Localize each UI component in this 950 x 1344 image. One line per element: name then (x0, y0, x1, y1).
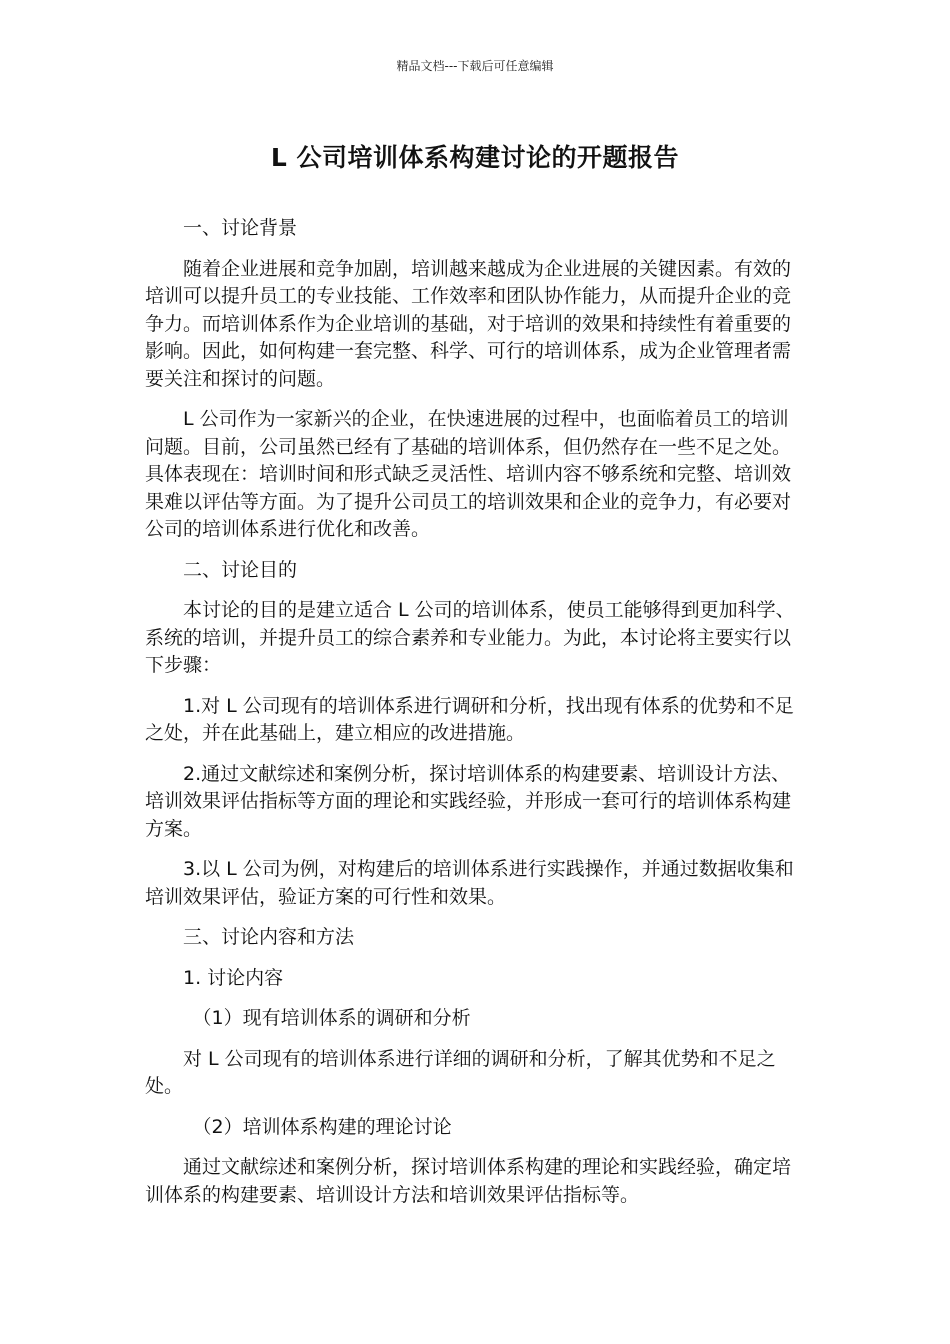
item-heading: （2）培训体系构建的理论讨论 (192, 1115, 452, 1138)
paragraph: L 公司作为一家新兴的企业，在快速进展的过程中，也面临着员工的培训问题。目前，公司虽然已经有了基础的培训体系，但仍然存在一些不足之处。具体表现在：培训时间和形式缺乏灵活性、培训内容不够系统和完整、培训效果难以评估等方面。为了提升公司员工的培训效果和企业的竞争力，有必要对公司的培训体系进行优化和改善。 (145, 408, 792, 540)
paragraph: 本讨论的目的是建立适合 L 公司的培训体系，使员工能够得到更加科学、系统的培训，并提升员工的综合素养和专业能力。为此，本讨论将主要实行以下步骤： (145, 599, 795, 676)
paragraph: 对 L 公司现有的培训体系进行详细的调研和分析，了解其优势和不足之处。 (145, 1047, 776, 1097)
section-heading-purpose: 二、讨论目的 (183, 558, 298, 581)
numbered-step: 1.对 L 公司现有的培训体系进行调研和分析，找出现有体系的优势和不足之处，并在此基础上，建立相应的改进措施。 (145, 694, 794, 744)
subsection-heading: 1. 讨论内容 (183, 966, 284, 989)
header-note: 精品文档---下载后可任意编辑 (396, 59, 554, 73)
document-title: L 公司培训体系构建讨论的开题报告 (270, 143, 680, 172)
paragraph: 随着企业进展和竞争加剧，培训越来越成为企业进展的关键因素。有效的培训可以提升员工的专业技能、工作效率和团队协作能力，从而提升企业的竞争力。而培训体系作为企业培训的基础，对于培训的效果和持续性有着重要的影响。因此，如何构建一套完整、科学、可行的培训体系，成为企业管理者需要关注和探讨的问题。 (145, 257, 792, 390)
paragraph: 通过文献综述和案例分析，探讨培训体系构建的理论和实践经验，确定培训体系的构建要素、培训设计方法和培训效果评估指标等。 (145, 1156, 792, 1206)
section-heading-background: 一、讨论背景 (183, 217, 298, 239)
document-body (145, 215, 807, 1222)
item-heading: （1）现有培训体系的调研和分析 (192, 1007, 471, 1029)
numbered-step: 3.以 L 公司为例，对构建后的培训体系进行实践操作，并通过数据收集和培训效果评估，验证方案的可行性和效果。 (145, 858, 794, 908)
numbered-step: 2.通过文献综述和案例分析，探讨培训体系的构建要素、培训设计方法、培训效果评估指标等方面的理论和实践经验，并形成一套可行的培训体系构建方案。 (145, 762, 792, 840)
section-heading-content-methods: 三、讨论内容和方法 (183, 926, 355, 948)
